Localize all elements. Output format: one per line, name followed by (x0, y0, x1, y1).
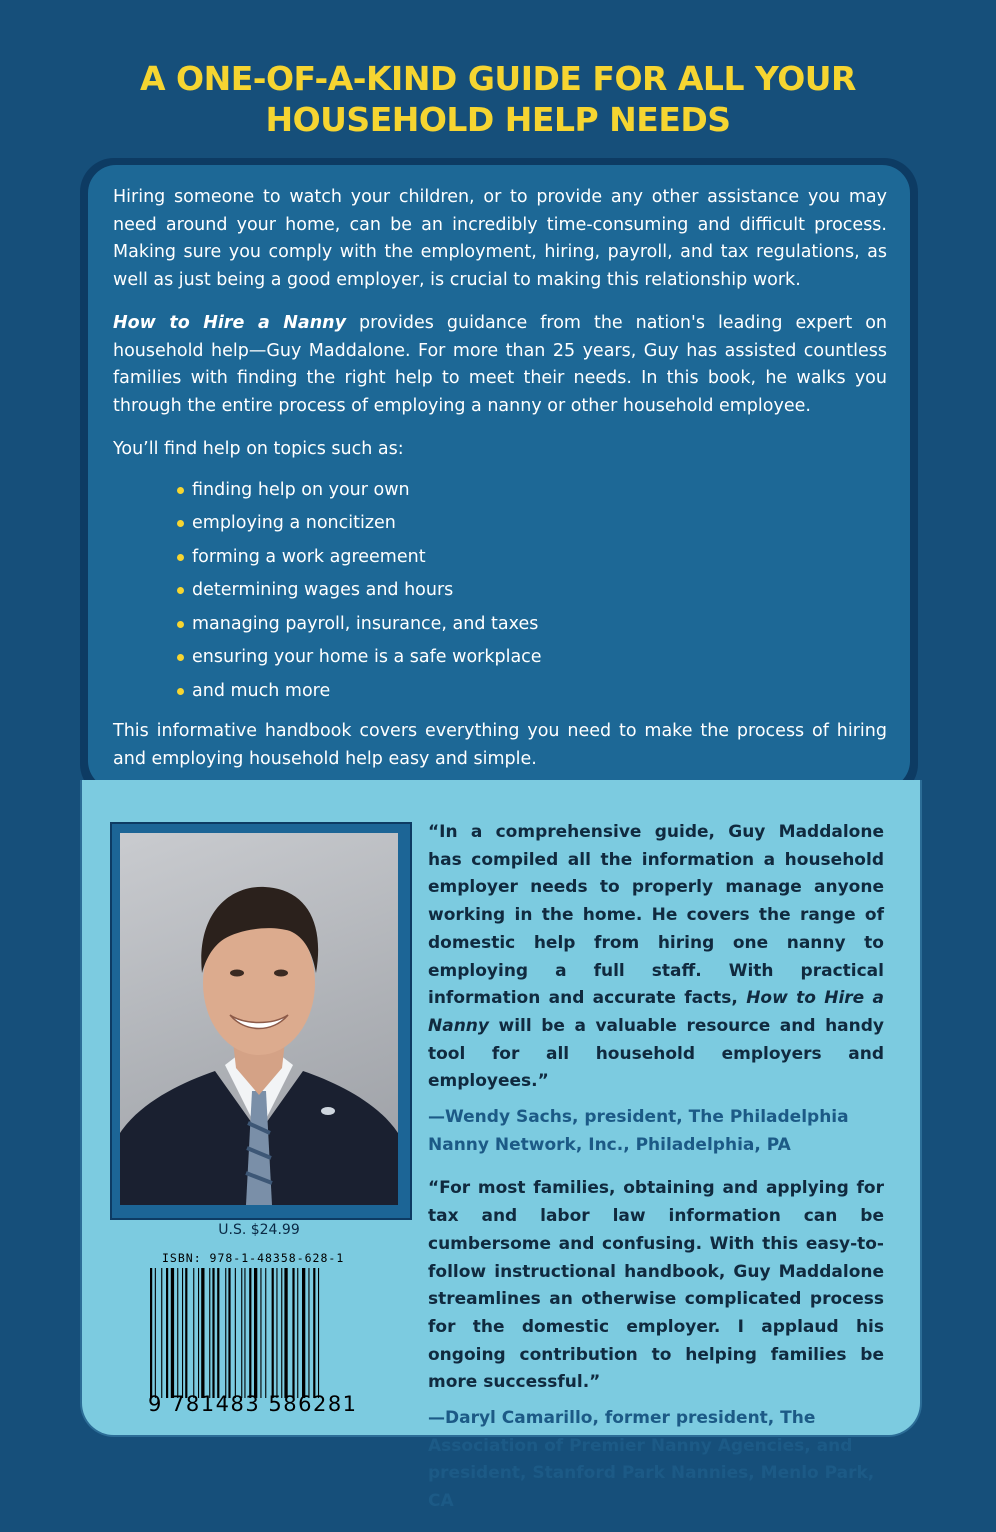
topic-item: finding help on your own (177, 474, 887, 508)
quote-book-title: How to Hire a Nanny (428, 988, 884, 1036)
topic-item: forming a work agreement (177, 541, 887, 575)
intro-paragraph: Hiring someone to watch your children, or to provide any other assistance you may need around your home, can be an incredibly time-consuming and difficult process. Making sure you comply with the employment, hiring, payroll, and tax regulations, as well as just being a good employer, is crucial to making this relationship work. (113, 187, 887, 290)
bullet-icon (177, 688, 184, 695)
book-title: How to Hire a Nanny (113, 313, 347, 333)
author-photo (120, 833, 398, 1205)
testimonials (428, 819, 884, 1532)
bullet-icon (177, 621, 184, 628)
topic-item: and much more (177, 675, 887, 709)
bullet-icon (177, 554, 184, 561)
book-summary-text: provides guidance from the nation's leading expert on household help—Guy Maddalone. For more than 25 years, Guy has assisted countless families with finding the right help to meet their needs. In this book, he walks you through the entire process of employing a nanny or other household employee. (113, 313, 887, 416)
topic-item: ensuring your home is a safe workplace (177, 641, 887, 675)
headline-line-1: A ONE-OF-A-KIND GUIDE FOR ALL YOUR (140, 59, 856, 98)
testimonial-attribution-2: —Daryl Camarillo, former president, The Association of Premier Nanny Agencies, and president, Stanford Park Nannies, Menlo Park, CA (428, 1408, 875, 1512)
bullet-icon (177, 487, 184, 494)
bullet-icon (177, 587, 184, 594)
topic-item: managing payroll, insurance, and taxes (177, 608, 887, 642)
testimonial-quote-2: “For most families, obtaining and applying for tax and labor law information can be cumbersome and confusing. With this easy-to-follow instructional handbook, Guy Maddalone streamlines an otherwise complicated process for the domestic employer. I applaud his ongoing contribution to helping families be more successful.” (428, 1178, 884, 1393)
headline-line-2: HOUSEHOLD HELP NEEDS (265, 100, 731, 139)
topic-item: determining wages and hours (177, 574, 887, 608)
description-text (113, 184, 887, 789)
book-summary-paragraph (113, 310, 887, 420)
topics-intro: You’ll find help on topics such as: (113, 439, 404, 459)
testimonial-attribution-1: —Wendy Sachs, president, The Philadelphia Nanny Network, Inc., Philadelphia, PA (428, 1107, 849, 1155)
topics-list (113, 474, 887, 709)
author-portrait-illustration (120, 833, 398, 1205)
price-label: U.S. $24.99 (218, 1222, 300, 1238)
testimonial-quote-1: “In a comprehensive guide, Guy Maddalone has compiled all the information a household employer needs to properly manage anyone working in the home. He covers the range of domestic help from hiring one nanny to employing a full staff. With practical information and accurate facts, How to Hire a Nanny will be a valuable resource and handy tool for all household employers and employees.” (428, 822, 884, 1092)
bullet-icon (177, 520, 184, 527)
headline (0, 58, 996, 140)
topic-item: employing a noncitizen (177, 507, 887, 541)
bullet-icon (177, 654, 184, 661)
closing-paragraph: This informative handbook covers everything you need to make the process of hiring and employing household help easy and simple. (113, 721, 887, 769)
isbn-label: ISBN: 978-1-48358-628-1 (162, 1251, 345, 1265)
barcode-number: 9 781483 586281 (148, 1392, 358, 1416)
barcode-icon (150, 1268, 362, 1398)
